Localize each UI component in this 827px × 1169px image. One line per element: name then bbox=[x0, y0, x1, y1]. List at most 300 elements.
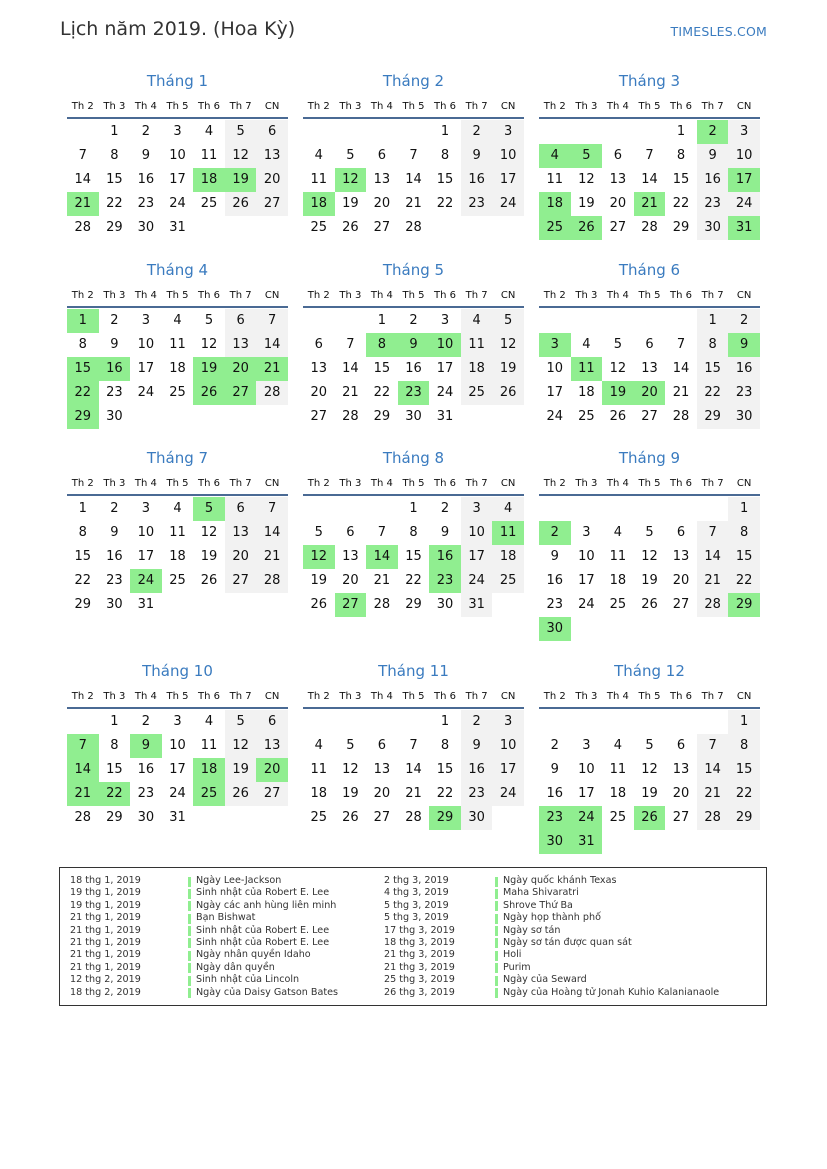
day-cell[interactable]: 9 bbox=[550, 762, 559, 777]
holiday-day-cell[interactable]: 17 bbox=[728, 168, 760, 192]
day-cell[interactable]: 12 bbox=[200, 525, 218, 540]
day-cell[interactable]: 10 bbox=[546, 361, 564, 376]
day-cell[interactable]: 26 bbox=[492, 381, 524, 405]
day-cell[interactable]: 31 bbox=[461, 593, 493, 617]
day-cell[interactable]: 8 bbox=[409, 525, 418, 540]
holiday-day-cell[interactable]: 11 bbox=[492, 521, 524, 545]
holiday-day-cell[interactable]: 18 bbox=[193, 168, 225, 192]
day-cell[interactable]: 17 bbox=[492, 168, 524, 192]
day-cell[interactable]: 22 bbox=[405, 573, 422, 588]
holiday-day-cell[interactable]: 3 bbox=[539, 333, 571, 357]
holiday-day-cell[interactable]: 31 bbox=[728, 216, 760, 240]
holiday-day-cell[interactable]: 12 bbox=[303, 545, 335, 569]
day-cell[interactable]: 27 bbox=[256, 192, 288, 216]
day-cell[interactable]: 13 bbox=[256, 144, 288, 168]
day-cell[interactable]: 3 bbox=[461, 497, 493, 521]
holiday-day-cell[interactable]: 15 bbox=[67, 357, 99, 381]
day-cell[interactable]: 9 bbox=[461, 734, 493, 758]
holiday-day-cell[interactable]: 27 bbox=[225, 381, 257, 405]
day-cell[interactable]: 28 bbox=[74, 810, 92, 825]
holiday-day-cell[interactable]: 1 bbox=[67, 309, 99, 333]
day-cell[interactable]: 1 bbox=[440, 124, 450, 139]
day-cell[interactable]: 22 bbox=[728, 782, 760, 806]
day-cell[interactable]: 15 bbox=[436, 172, 454, 187]
day-cell[interactable]: 21 bbox=[342, 385, 359, 400]
day-cell[interactable]: 14 bbox=[256, 333, 288, 357]
day-cell[interactable]: 6 bbox=[645, 337, 654, 352]
day-cell[interactable]: 10 bbox=[169, 738, 186, 753]
day-cell[interactable]: 12 bbox=[641, 549, 658, 564]
day-cell[interactable]: 24 bbox=[169, 196, 186, 211]
day-cell[interactable]: 12 bbox=[200, 337, 218, 352]
holiday-day-cell[interactable]: 31 bbox=[571, 830, 603, 854]
day-cell[interactable]: 5 bbox=[204, 313, 214, 328]
day-cell[interactable]: 10 bbox=[492, 144, 524, 168]
day-cell[interactable]: 1 bbox=[377, 313, 387, 328]
day-cell[interactable]: 10 bbox=[137, 525, 155, 540]
day-cell[interactable]: 26 bbox=[310, 597, 328, 612]
holiday-day-cell[interactable]: 8 bbox=[366, 333, 398, 357]
day-cell[interactable]: 11 bbox=[169, 337, 186, 352]
day-cell[interactable]: 25 bbox=[609, 810, 627, 825]
day-cell[interactable]: 2 bbox=[440, 501, 450, 516]
holiday-day-cell[interactable]: 22 bbox=[99, 782, 131, 806]
day-cell[interactable]: 8 bbox=[440, 738, 450, 753]
day-cell[interactable]: 9 bbox=[550, 549, 559, 564]
holiday-day-cell[interactable]: 29 bbox=[728, 593, 760, 617]
day-cell[interactable]: 27 bbox=[609, 220, 627, 235]
day-cell[interactable]: 2 bbox=[110, 313, 119, 328]
brand-link[interactable]: TIMESLES.COM bbox=[670, 24, 767, 39]
day-cell[interactable]: 27 bbox=[641, 409, 658, 424]
day-cell[interactable]: 10 bbox=[492, 734, 524, 758]
day-cell[interactable]: 14 bbox=[342, 361, 359, 376]
day-cell[interactable]: 12 bbox=[492, 333, 524, 357]
day-cell[interactable]: 23 bbox=[697, 192, 729, 216]
day-cell[interactable]: 5 bbox=[314, 525, 323, 540]
day-cell[interactable]: 15 bbox=[728, 758, 760, 782]
day-cell[interactable]: 8 bbox=[676, 148, 686, 163]
day-cell[interactable]: 27 bbox=[373, 810, 391, 825]
day-cell[interactable]: 3 bbox=[173, 714, 182, 729]
day-cell[interactable]: 11 bbox=[609, 549, 627, 564]
holiday-day-cell[interactable]: 26 bbox=[193, 381, 225, 405]
day-cell[interactable]: 13 bbox=[672, 549, 690, 564]
day-cell[interactable]: 3 bbox=[582, 738, 591, 753]
day-cell[interactable]: 1 bbox=[110, 124, 119, 139]
day-cell[interactable]: 23 bbox=[461, 782, 493, 806]
day-cell[interactable]: 20 bbox=[672, 786, 690, 801]
day-cell[interactable]: 3 bbox=[492, 710, 524, 734]
day-cell[interactable]: 2 bbox=[141, 124, 151, 139]
day-cell[interactable]: 24 bbox=[169, 786, 186, 801]
day-cell[interactable]: 15 bbox=[672, 172, 690, 187]
day-cell[interactable]: 14 bbox=[256, 521, 288, 545]
day-cell[interactable]: 15 bbox=[436, 762, 454, 777]
holiday-day-cell[interactable]: 23 bbox=[539, 806, 571, 830]
day-cell[interactable]: 26 bbox=[200, 573, 218, 588]
day-cell[interactable]: 18 bbox=[169, 549, 186, 564]
day-cell[interactable]: 19 bbox=[492, 357, 524, 381]
holiday-day-cell[interactable]: 30 bbox=[539, 830, 571, 854]
day-cell[interactable]: 24 bbox=[546, 409, 564, 424]
day-cell[interactable]: 26 bbox=[225, 782, 257, 806]
day-cell[interactable]: 30 bbox=[405, 409, 422, 424]
day-cell[interactable]: 14 bbox=[641, 172, 658, 187]
day-cell[interactable]: 27 bbox=[310, 409, 328, 424]
day-cell[interactable]: 20 bbox=[310, 385, 328, 400]
day-cell[interactable]: 2 bbox=[728, 309, 760, 333]
day-cell[interactable]: 22 bbox=[373, 385, 391, 400]
day-cell[interactable]: 3 bbox=[141, 501, 151, 516]
day-cell[interactable]: 7 bbox=[697, 734, 729, 758]
day-cell[interactable]: 6 bbox=[256, 710, 288, 734]
day-cell[interactable]: 20 bbox=[225, 545, 257, 569]
day-cell[interactable]: 20 bbox=[373, 196, 391, 211]
day-cell[interactable]: 16 bbox=[137, 172, 155, 187]
holiday-day-cell[interactable]: 21 bbox=[256, 357, 288, 381]
day-cell[interactable]: 28 bbox=[342, 409, 359, 424]
day-cell[interactable]: 28 bbox=[641, 220, 658, 235]
holiday-day-cell[interactable]: 2 bbox=[539, 521, 571, 545]
day-cell[interactable]: 26 bbox=[342, 220, 359, 235]
day-cell[interactable]: 11 bbox=[310, 172, 328, 187]
day-cell[interactable]: 12 bbox=[609, 361, 627, 376]
day-cell[interactable]: 28 bbox=[373, 597, 391, 612]
day-cell[interactable]: 17 bbox=[546, 385, 564, 400]
day-cell[interactable]: 22 bbox=[672, 196, 690, 211]
day-cell[interactable]: 5 bbox=[225, 120, 257, 144]
holiday-day-cell[interactable]: 24 bbox=[130, 569, 162, 593]
day-cell[interactable]: 18 bbox=[609, 573, 627, 588]
day-cell[interactable]: 24 bbox=[492, 192, 524, 216]
holiday-day-cell[interactable]: 5 bbox=[193, 497, 225, 521]
holiday-day-cell[interactable]: 5 bbox=[571, 144, 603, 168]
day-cell[interactable]: 20 bbox=[609, 196, 627, 211]
day-cell[interactable]: 4 bbox=[314, 148, 323, 163]
day-cell[interactable]: 23 bbox=[106, 573, 123, 588]
day-cell[interactable]: 31 bbox=[169, 810, 186, 825]
holiday-day-cell[interactable]: 20 bbox=[256, 758, 288, 782]
day-cell[interactable]: 29 bbox=[106, 810, 123, 825]
holiday-day-cell[interactable]: 30 bbox=[539, 617, 571, 641]
day-cell[interactable]: 16 bbox=[405, 361, 422, 376]
day-cell[interactable]: 27 bbox=[225, 569, 257, 593]
day-cell[interactable]: 10 bbox=[728, 144, 760, 168]
day-cell[interactable]: 7 bbox=[409, 738, 418, 753]
holiday-day-cell[interactable]: 21 bbox=[67, 192, 99, 216]
day-cell[interactable]: 16 bbox=[697, 168, 729, 192]
day-cell[interactable]: 28 bbox=[256, 569, 288, 593]
day-cell[interactable]: 3 bbox=[173, 124, 182, 139]
day-cell[interactable]: 1 bbox=[676, 124, 686, 139]
day-cell[interactable]: 25 bbox=[461, 381, 493, 405]
day-cell[interactable]: 25 bbox=[578, 409, 595, 424]
day-cell[interactable]: 7 bbox=[346, 337, 355, 352]
day-cell[interactable]: 23 bbox=[137, 196, 155, 211]
day-cell[interactable]: 28 bbox=[405, 810, 422, 825]
holiday-day-cell[interactable]: 2 bbox=[697, 120, 729, 144]
day-cell[interactable]: 29 bbox=[373, 409, 391, 424]
day-cell[interactable]: 25 bbox=[609, 597, 627, 612]
day-cell[interactable]: 7 bbox=[256, 497, 288, 521]
holiday-day-cell[interactable]: 12 bbox=[335, 168, 367, 192]
day-cell[interactable]: 11 bbox=[169, 525, 186, 540]
day-cell[interactable]: 10 bbox=[461, 521, 493, 545]
day-cell[interactable]: 13 bbox=[256, 734, 288, 758]
day-cell[interactable]: 19 bbox=[641, 786, 658, 801]
day-cell[interactable]: 15 bbox=[74, 549, 92, 564]
day-cell[interactable]: 12 bbox=[225, 734, 257, 758]
day-cell[interactable]: 5 bbox=[645, 525, 654, 540]
holiday-day-cell[interactable]: 29 bbox=[67, 405, 99, 429]
day-cell[interactable]: 11 bbox=[609, 762, 627, 777]
day-cell[interactable]: 17 bbox=[578, 573, 595, 588]
day-cell[interactable]: 1 bbox=[110, 714, 119, 729]
day-cell[interactable]: 3 bbox=[582, 525, 591, 540]
holiday-day-cell[interactable]: 29 bbox=[429, 806, 461, 830]
day-cell[interactable]: 25 bbox=[169, 573, 186, 588]
day-cell[interactable]: 20 bbox=[342, 573, 359, 588]
day-cell[interactable]: 29 bbox=[106, 220, 123, 235]
day-cell[interactable]: 14 bbox=[74, 172, 92, 187]
day-cell[interactable]: 16 bbox=[137, 762, 155, 777]
day-cell[interactable]: 11 bbox=[546, 172, 564, 187]
day-cell[interactable]: 2 bbox=[110, 501, 119, 516]
day-cell[interactable]: 9 bbox=[141, 148, 151, 163]
day-cell[interactable]: 4 bbox=[204, 714, 214, 729]
day-cell[interactable]: 6 bbox=[225, 497, 257, 521]
day-cell[interactable]: 7 bbox=[409, 148, 418, 163]
day-cell[interactable]: 4 bbox=[613, 525, 623, 540]
day-cell[interactable]: 11 bbox=[200, 738, 218, 753]
day-cell[interactable]: 13 bbox=[641, 361, 658, 376]
day-cell[interactable]: 16 bbox=[546, 786, 564, 801]
day-cell[interactable]: 27 bbox=[672, 597, 690, 612]
day-cell[interactable]: 14 bbox=[672, 361, 690, 376]
day-cell[interactable]: 8 bbox=[110, 148, 119, 163]
day-cell[interactable]: 4 bbox=[314, 738, 323, 753]
day-cell[interactable]: 5 bbox=[225, 710, 257, 734]
day-cell[interactable]: 7 bbox=[676, 337, 686, 352]
day-cell[interactable]: 7 bbox=[256, 309, 288, 333]
holiday-day-cell[interactable]: 20 bbox=[225, 357, 257, 381]
day-cell[interactable]: 21 bbox=[672, 385, 690, 400]
day-cell[interactable]: 13 bbox=[609, 172, 627, 187]
day-cell[interactable]: 11 bbox=[310, 762, 328, 777]
day-cell[interactable]: 8 bbox=[697, 333, 729, 357]
day-cell[interactable]: 23 bbox=[137, 786, 155, 801]
day-cell[interactable]: 4 bbox=[582, 337, 591, 352]
day-cell[interactable]: 31 bbox=[436, 409, 454, 424]
day-cell[interactable]: 27 bbox=[373, 220, 391, 235]
day-cell[interactable]: 22 bbox=[74, 573, 92, 588]
holiday-day-cell[interactable]: 26 bbox=[634, 806, 666, 830]
day-cell[interactable]: 14 bbox=[405, 762, 422, 777]
day-cell[interactable]: 25 bbox=[310, 810, 328, 825]
day-cell[interactable]: 12 bbox=[641, 762, 658, 777]
day-cell[interactable]: 26 bbox=[342, 810, 359, 825]
holiday-day-cell[interactable]: 23 bbox=[398, 381, 430, 405]
day-cell[interactable]: 7 bbox=[78, 148, 87, 163]
day-cell[interactable]: 6 bbox=[225, 309, 257, 333]
day-cell[interactable]: 29 bbox=[697, 405, 729, 429]
day-cell[interactable]: 22 bbox=[106, 196, 123, 211]
day-cell[interactable]: 1 bbox=[409, 501, 418, 516]
day-cell[interactable]: 10 bbox=[578, 762, 595, 777]
day-cell[interactable]: 13 bbox=[672, 762, 690, 777]
holiday-day-cell[interactable]: 25 bbox=[539, 216, 571, 240]
day-cell[interactable]: 9 bbox=[440, 525, 450, 540]
holiday-day-cell[interactable]: 21 bbox=[634, 192, 666, 216]
day-cell[interactable]: 30 bbox=[697, 216, 729, 240]
day-cell[interactable]: 6 bbox=[613, 148, 623, 163]
day-cell[interactable]: 24 bbox=[461, 569, 493, 593]
day-cell[interactable]: 8 bbox=[78, 525, 87, 540]
day-cell[interactable]: 21 bbox=[405, 786, 422, 801]
day-cell[interactable]: 5 bbox=[346, 738, 355, 753]
day-cell[interactable]: 23 bbox=[728, 381, 760, 405]
day-cell[interactable]: 19 bbox=[200, 549, 218, 564]
day-cell[interactable]: 30 bbox=[106, 597, 123, 612]
day-cell[interactable]: 17 bbox=[169, 172, 186, 187]
holiday-day-cell[interactable]: 4 bbox=[539, 144, 571, 168]
day-cell[interactable]: 23 bbox=[546, 597, 564, 612]
day-cell[interactable]: 16 bbox=[461, 758, 493, 782]
day-cell[interactable]: 28 bbox=[697, 806, 729, 830]
day-cell[interactable]: 24 bbox=[436, 385, 454, 400]
day-cell[interactable]: 1 bbox=[697, 309, 729, 333]
day-cell[interactable]: 12 bbox=[342, 762, 359, 777]
holiday-day-cell[interactable]: 26 bbox=[571, 216, 603, 240]
day-cell[interactable]: 17 bbox=[137, 361, 155, 376]
holiday-day-cell[interactable]: 27 bbox=[335, 593, 367, 617]
day-cell[interactable]: 17 bbox=[169, 762, 186, 777]
day-cell[interactable]: 18 bbox=[169, 361, 186, 376]
day-cell[interactable]: 6 bbox=[676, 738, 686, 753]
day-cell[interactable]: 7 bbox=[645, 148, 654, 163]
day-cell[interactable]: 19 bbox=[578, 196, 595, 211]
holiday-day-cell[interactable]: 25 bbox=[193, 782, 225, 806]
day-cell[interactable]: 27 bbox=[256, 782, 288, 806]
day-cell[interactable]: 2 bbox=[141, 714, 151, 729]
day-cell[interactable]: 8 bbox=[728, 734, 760, 758]
day-cell[interactable]: 30 bbox=[137, 220, 155, 235]
day-cell[interactable]: 3 bbox=[440, 313, 450, 328]
day-cell[interactable]: 17 bbox=[492, 758, 524, 782]
day-cell[interactable]: 21 bbox=[373, 573, 391, 588]
day-cell[interactable]: 13 bbox=[310, 361, 328, 376]
day-cell[interactable]: 2 bbox=[550, 738, 559, 753]
day-cell[interactable]: 30 bbox=[106, 409, 123, 424]
holiday-day-cell[interactable]: 19 bbox=[225, 168, 257, 192]
day-cell[interactable]: 22 bbox=[728, 569, 760, 593]
day-cell[interactable]: 31 bbox=[137, 597, 155, 612]
day-cell[interactable]: 20 bbox=[373, 786, 391, 801]
holiday-day-cell[interactable]: 9 bbox=[398, 333, 430, 357]
day-cell[interactable]: 19 bbox=[310, 573, 328, 588]
day-cell[interactable]: 13 bbox=[225, 333, 257, 357]
day-cell[interactable]: 9 bbox=[110, 337, 119, 352]
day-cell[interactable]: 4 bbox=[204, 124, 214, 139]
day-cell[interactable]: 12 bbox=[578, 172, 595, 187]
day-cell[interactable]: 8 bbox=[728, 521, 760, 545]
day-cell[interactable]: 30 bbox=[728, 405, 760, 429]
day-cell[interactable]: 12 bbox=[225, 144, 257, 168]
day-cell[interactable]: 1 bbox=[78, 501, 87, 516]
holiday-day-cell[interactable]: 11 bbox=[571, 357, 603, 381]
day-cell[interactable]: 16 bbox=[546, 573, 564, 588]
day-cell[interactable]: 2 bbox=[409, 313, 418, 328]
day-cell[interactable]: 5 bbox=[492, 309, 524, 333]
day-cell[interactable]: 30 bbox=[137, 810, 155, 825]
day-cell[interactable]: 28 bbox=[697, 593, 729, 617]
day-cell[interactable]: 2 bbox=[461, 120, 493, 144]
holiday-day-cell[interactable]: 14 bbox=[67, 758, 99, 782]
day-cell[interactable]: 26 bbox=[225, 192, 257, 216]
day-cell[interactable]: 6 bbox=[377, 148, 387, 163]
day-cell[interactable]: 25 bbox=[200, 196, 218, 211]
day-cell[interactable]: 18 bbox=[492, 545, 524, 569]
day-cell[interactable]: 18 bbox=[609, 786, 627, 801]
day-cell[interactable]: 19 bbox=[342, 196, 359, 211]
day-cell[interactable]: 9 bbox=[110, 525, 119, 540]
holiday-day-cell[interactable]: 24 bbox=[571, 806, 603, 830]
day-cell[interactable]: 17 bbox=[578, 786, 595, 801]
day-cell[interactable]: 28 bbox=[672, 409, 690, 424]
day-cell[interactable]: 4 bbox=[461, 309, 493, 333]
holiday-day-cell[interactable]: 20 bbox=[634, 381, 666, 405]
day-cell[interactable]: 25 bbox=[492, 569, 524, 593]
day-cell[interactable]: 16 bbox=[106, 549, 123, 564]
day-cell[interactable]: 16 bbox=[461, 168, 493, 192]
day-cell[interactable]: 22 bbox=[436, 196, 454, 211]
holiday-day-cell[interactable]: 19 bbox=[193, 357, 225, 381]
day-cell[interactable]: 11 bbox=[461, 333, 493, 357]
day-cell[interactable]: 29 bbox=[405, 597, 422, 612]
day-cell[interactable]: 23 bbox=[461, 192, 493, 216]
day-cell[interactable]: 28 bbox=[256, 381, 288, 405]
day-cell[interactable]: 3 bbox=[492, 120, 524, 144]
holiday-day-cell[interactable]: 7 bbox=[67, 734, 99, 758]
day-cell[interactable]: 15 bbox=[373, 361, 391, 376]
day-cell[interactable]: 20 bbox=[672, 573, 690, 588]
day-cell[interactable]: 15 bbox=[106, 172, 123, 187]
day-cell[interactable]: 15 bbox=[106, 762, 123, 777]
day-cell[interactable]: 26 bbox=[641, 597, 658, 612]
day-cell[interactable]: 13 bbox=[342, 549, 359, 564]
day-cell[interactable]: 18 bbox=[578, 385, 595, 400]
day-cell[interactable]: 2 bbox=[461, 710, 493, 734]
day-cell[interactable]: 15 bbox=[405, 549, 422, 564]
holiday-day-cell[interactable]: 14 bbox=[366, 545, 398, 569]
day-cell[interactable]: 13 bbox=[373, 762, 391, 777]
day-cell[interactable]: 8 bbox=[440, 148, 450, 163]
day-cell[interactable]: 22 bbox=[697, 381, 729, 405]
day-cell[interactable]: 21 bbox=[256, 545, 288, 569]
day-cell[interactable]: 13 bbox=[373, 172, 391, 187]
day-cell[interactable]: 14 bbox=[697, 758, 729, 782]
day-cell[interactable]: 7 bbox=[697, 521, 729, 545]
day-cell[interactable]: 29 bbox=[672, 220, 690, 235]
day-cell[interactable]: 6 bbox=[346, 525, 355, 540]
day-cell[interactable]: 6 bbox=[676, 525, 686, 540]
day-cell[interactable]: 10 bbox=[578, 549, 595, 564]
day-cell[interactable]: 19 bbox=[342, 786, 359, 801]
day-cell[interactable]: 9 bbox=[697, 144, 729, 168]
day-cell[interactable]: 30 bbox=[436, 597, 454, 612]
day-cell[interactable]: 29 bbox=[74, 597, 92, 612]
